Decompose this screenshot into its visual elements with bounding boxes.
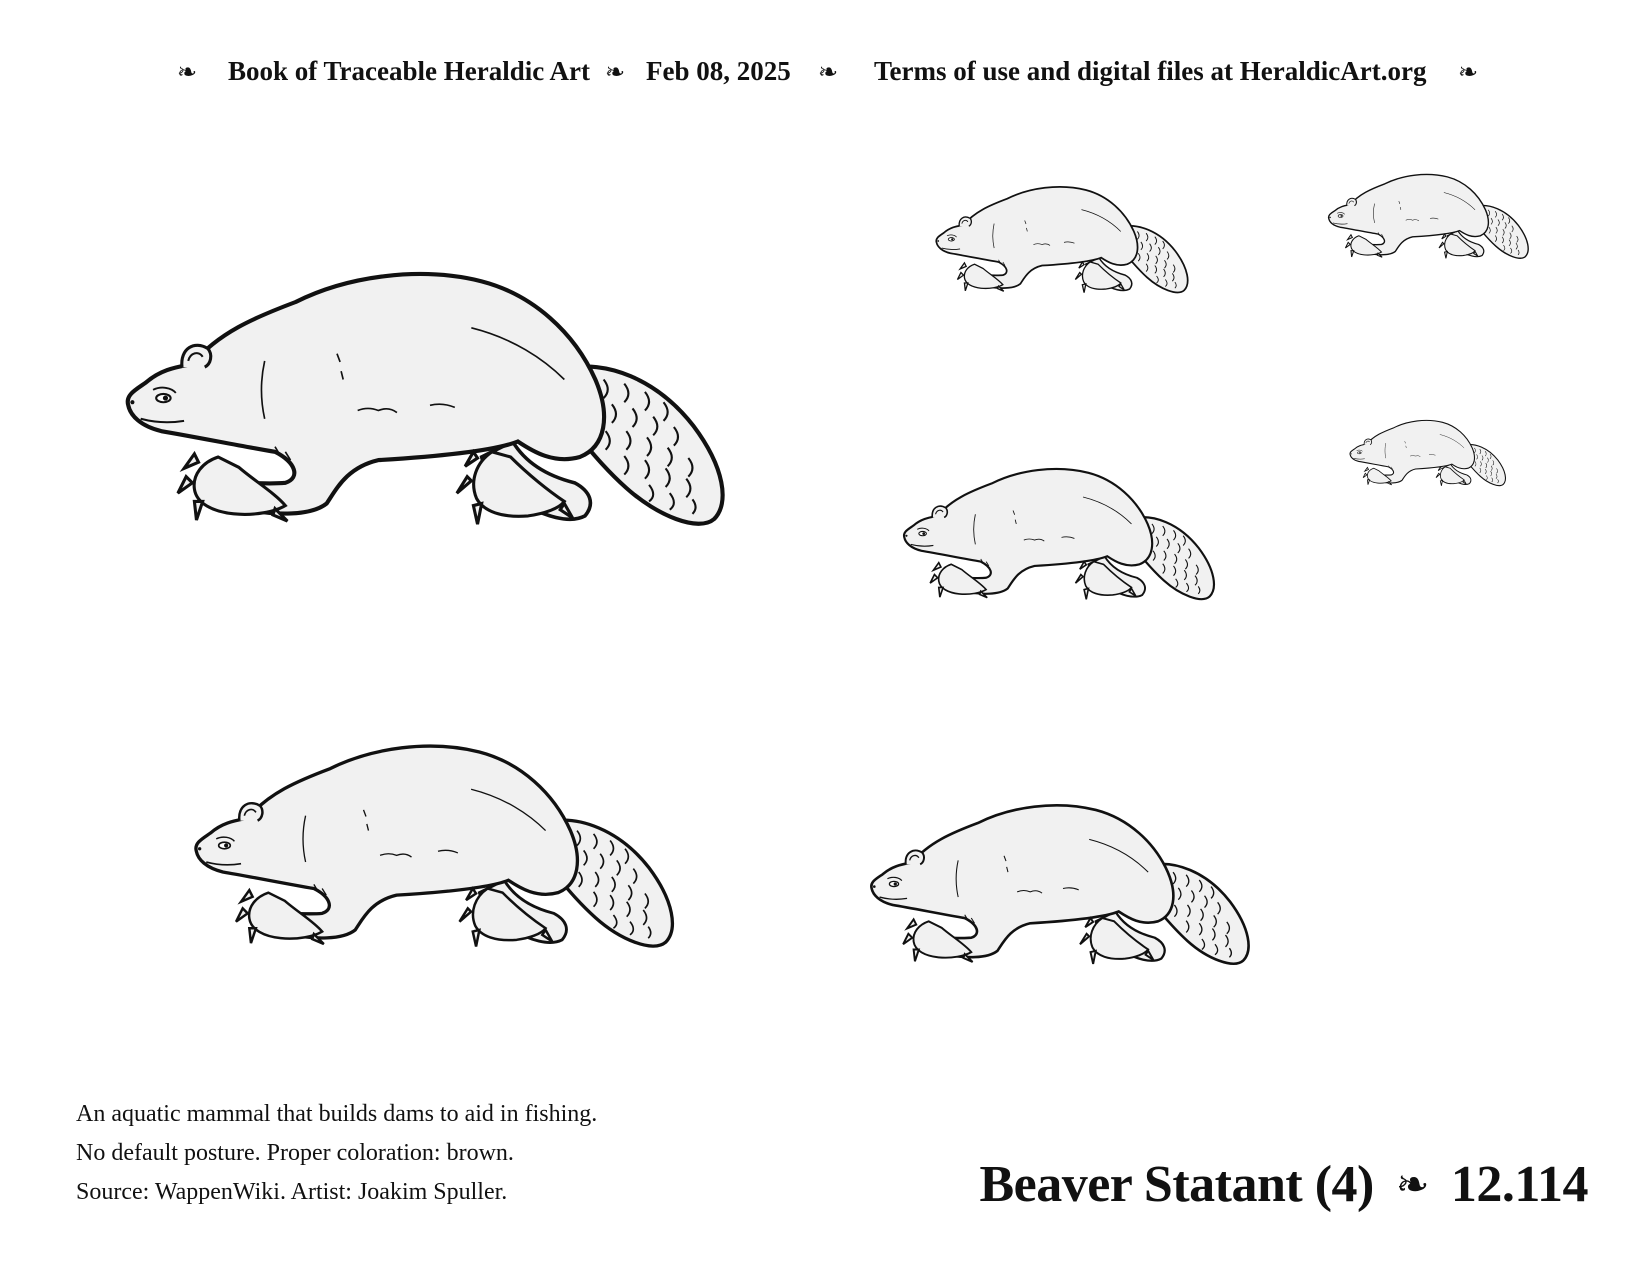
book-title: Book of Traceable Heraldic Art <box>228 56 590 86</box>
terms-notice: Terms of use and digital files at HeraldicArt.org <box>874 56 1427 86</box>
beaver-statant-small-2 <box>1326 163 1534 267</box>
fleuron-ornament-icon: ❧ <box>1458 60 1479 86</box>
header-date: Feb 08, 2025 <box>646 56 791 86</box>
plate-number: 12.114 <box>1450 1155 1588 1213</box>
beaver-statant-medium-1 <box>900 452 1223 612</box>
fleuron-ornament-icon: ❧ <box>177 60 198 86</box>
fleuron-ornament-icon: ❧ <box>1395 1161 1429 1207</box>
fleuron-ornament-icon: ❧ <box>818 60 839 86</box>
plate-name: Beaver Statant (4) <box>979 1155 1374 1213</box>
beaver-statant-medium-2 <box>188 723 688 963</box>
description-line-2: No default posture. Proper coloration: brown. <box>76 1140 514 1166</box>
fleuron-ornament-icon: ❧ <box>605 60 626 86</box>
plate-description <box>76 1095 776 1212</box>
description-line-1: An aquatic mammal that builds dams to aid in fishing. <box>76 1101 598 1127</box>
beaver-statant-large <box>120 230 740 560</box>
beaver-statant-medium-3 <box>862 787 1264 977</box>
description-line-3: Source: WappenWiki. Artist: Joakim Spuller. <box>76 1179 508 1205</box>
beaver-statant-small-1 <box>933 172 1195 304</box>
page-header <box>0 56 1650 96</box>
beaver-statant-smallest <box>1348 410 1510 494</box>
plate-title <box>979 1150 1588 1220</box>
